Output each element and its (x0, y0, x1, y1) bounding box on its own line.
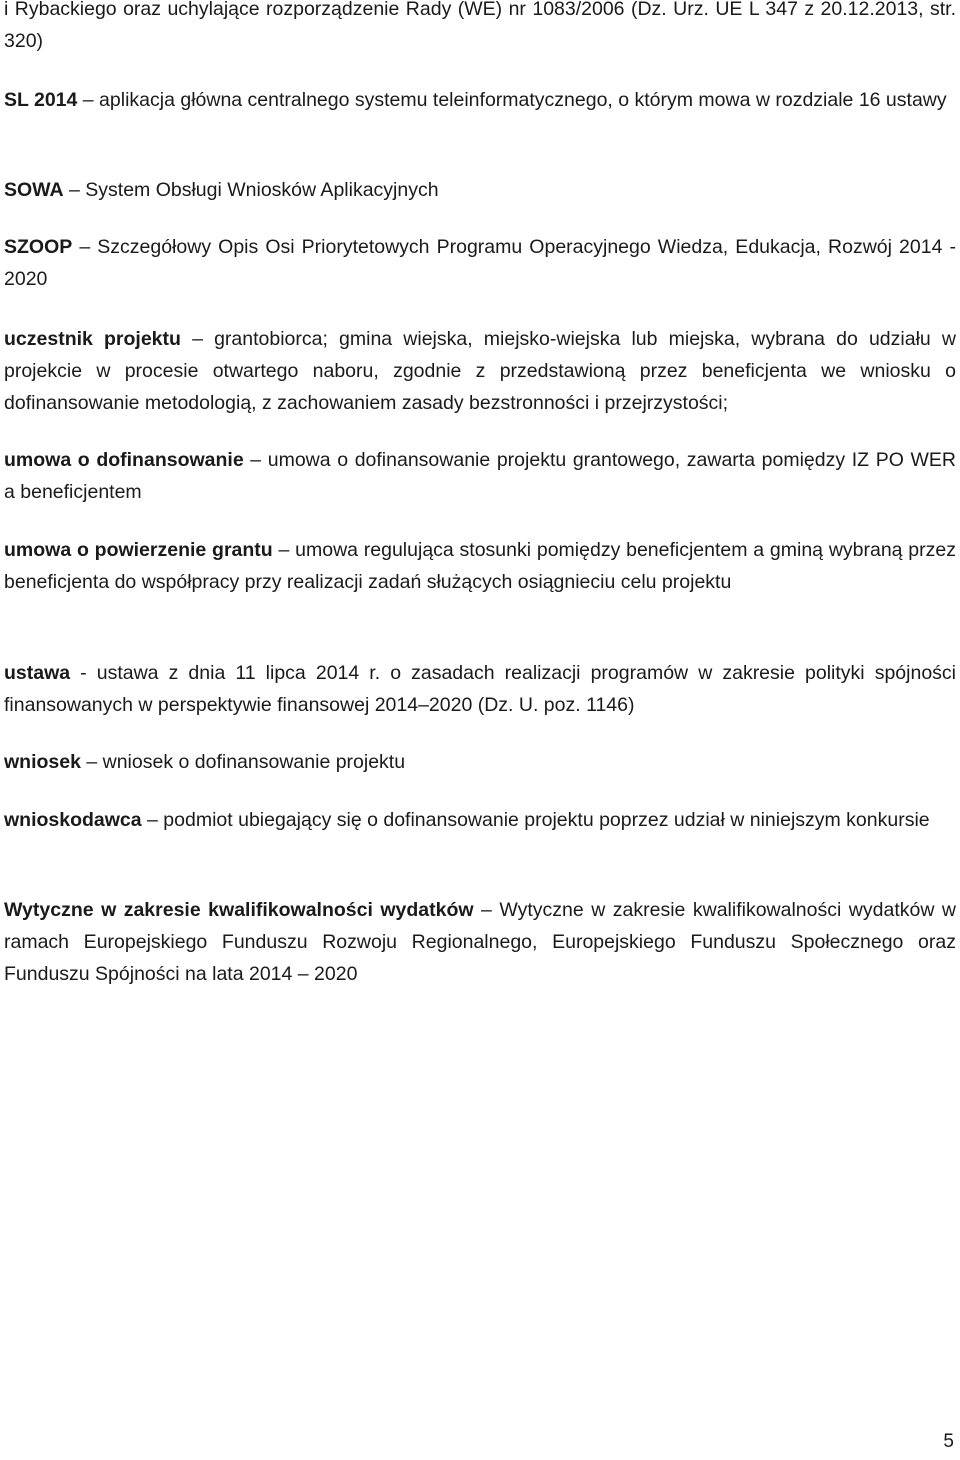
definition-entry-wytyczne (4, 894, 956, 990)
definition-entry-szoop (4, 231, 956, 295)
definition-term: SL 2014 (4, 89, 78, 111)
definition-term: wniosek (4, 751, 81, 773)
definition-entry-sl2014 (4, 84, 956, 116)
definition-term: SOWA (4, 179, 64, 201)
definition-text: – Szczegółowy Opis Osi Priorytetowych Programu Operacyjnego Wiedza, Edukacja, Rozwój 2014 - 2020 (4, 236, 956, 290)
definition-text: – wniosek o dofinansowanie projektu (80, 751, 406, 773)
definition-entry-ustawa (4, 657, 956, 721)
definition-text: – umowa o dofinansowanie projektu grantowego, zawarta pomiędzy IZ PO WER a beneficjentem (4, 449, 956, 503)
definition-entry-umowa-o-powierzenie-grantu (4, 534, 956, 598)
definition-text: – grantobiorca; gmina wiejska, miejsko-wiejska lub miejska, wybrana do udziału w projekcie w procesie otwartego naboru, zgodnie z przedstawioną przez beneficjenta we wniosku o dofinansowanie metodologią, z zachowaniem zasady bezstronności i przejrzystości; (4, 328, 956, 414)
definition-text: – umowa regulująca stosunki pomiędzy beneficjentem a gminą wybraną przez beneficjenta do współpracy przy realizacji zadań służących osiągnieciu celu projektu (4, 539, 956, 593)
definition-text: – podmiot ubiegający się o dofinansowanie projektu poprzez udział w niniejszym konkursie (141, 809, 930, 831)
definition-entry-sowa (4, 174, 956, 206)
definition-term: Wytyczne w zakresie kwalifikowalności wydatków (4, 899, 474, 921)
definition-term: uczestnik projektu (4, 328, 181, 350)
definition-text: i Rybackiego oraz uchylające rozporządzenie Rady (WE) nr 1083/2006 (Dz. Urz. UE L 347 z 20.12.2013, str. 320) (4, 0, 956, 52)
definition-entry-wnioskodawca (4, 804, 956, 836)
definition-text: - ustawa z dnia 11 lipca 2014 r. o zasadach realizacji programów w zakresie polityki spójności finansowanych w perspektywie finansowej 2014–2020 (Dz. U. poz. 1146) (4, 662, 956, 716)
definition-entry-regulation-continuation (4, 0, 956, 57)
definition-entry-umowa-o-dofinansowanie (4, 444, 956, 508)
definition-text: – aplikacja główna centralnego systemu teleinformatycznego, o którym mowa w rozdziale 16 ustawy (77, 89, 947, 111)
definition-term: SZOOP (4, 236, 73, 258)
definition-entry-wniosek (4, 746, 956, 778)
definition-entry-uczestnik-projektu (4, 323, 956, 419)
page-number: 5 (943, 1431, 954, 1452)
definition-term: umowa o powierzenie grantu (4, 539, 273, 561)
definition-text: – System Obsługi Wniosków Aplikacyjnych (63, 179, 439, 201)
definition-term: ustawa (4, 662, 71, 684)
definition-term: wnioskodawca (4, 809, 142, 831)
definition-term: umowa o dofinansowanie (4, 449, 244, 471)
definition-text: – Wytyczne w zakresie kwalifikowalności wydatków w ramach Europejskiego Funduszu Rozwoju Regionalnego, Europejskiego Funduszu Społecznego oraz Funduszu Spójności na lata 2014 – 2020 (4, 899, 956, 985)
